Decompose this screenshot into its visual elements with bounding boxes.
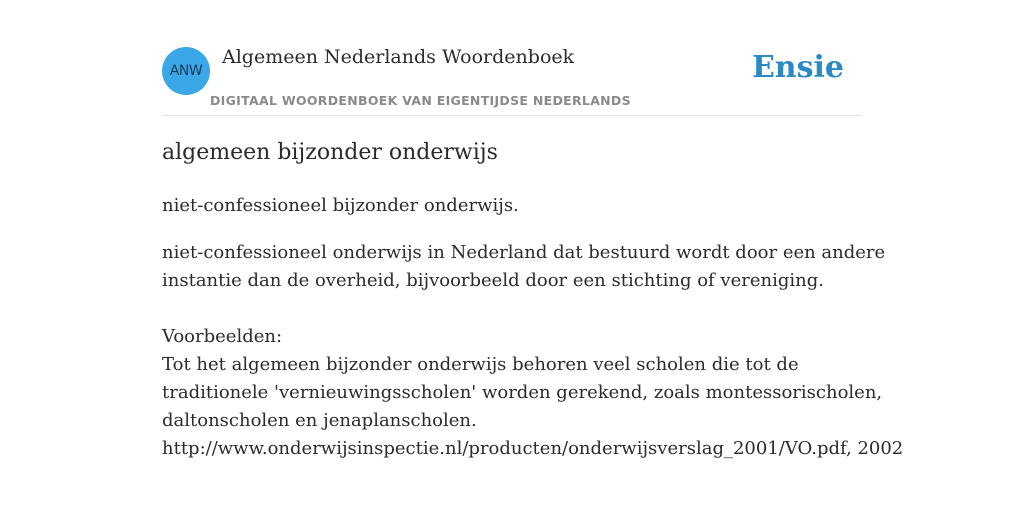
ensie-brand-link[interactable]: Ensie	[751, 50, 844, 85]
logo-text: ANW	[169, 63, 203, 79]
definition-line: instantie dan de overheid, bijvoorbeeld door een stichting of vereniging.	[162, 270, 824, 291]
examples-label: Voorbeelden:	[162, 326, 283, 347]
long-definition	[162, 239, 904, 463]
anw-logo[interactable]	[162, 47, 210, 95]
short-definition: niet-confessioneel bijzonder onderwijs.	[162, 195, 519, 216]
example-line: traditionele 'vernieuwingsscholen' worden gerekend, zoals montessorischolen,	[162, 382, 883, 403]
site-title[interactable]: Algemeen Nederlands Woordenboek	[222, 46, 575, 68]
headword: algemeen bijzonder onderwijs	[162, 140, 498, 165]
entry-card	[162, 0, 904, 512]
example-line: daltonscholen en jenaplanscholen.	[162, 410, 477, 431]
paragraph-gap	[162, 295, 862, 323]
site-header	[162, 0, 862, 116]
definition-line: niet-confessioneel onderwijs in Nederland dat bestuurd wordt door een andere	[162, 242, 886, 263]
example-line: Tot het algemeen bijzonder onderwijs behoren veel scholen die tot de	[162, 354, 799, 375]
example-source: http://www.onderwijsinspectie.nl/producten/onderwijsverslag_2001/VO.pdf, 2002	[162, 438, 904, 459]
site-subtitle: DIGITAAL WOORDENBOEK VAN EIGENTIJDSE NEDERLANDS	[210, 93, 631, 108]
